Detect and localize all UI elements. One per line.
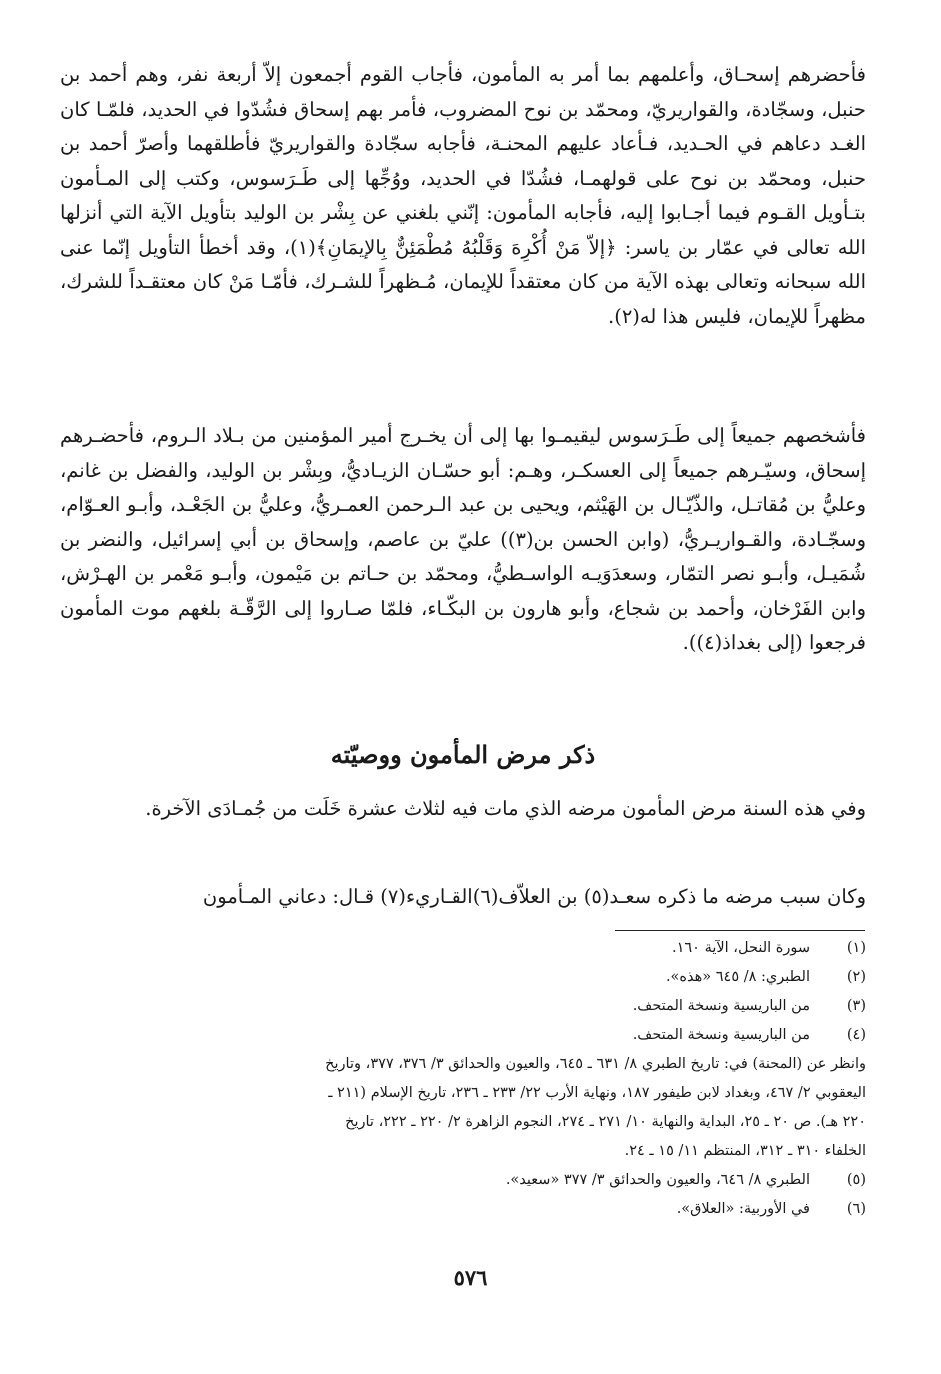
footnote-text [60, 963, 810, 992]
footnote [60, 963, 866, 992]
footnote [60, 1021, 866, 1050]
footnote-line: وانظر عن (المحنة) في: تاريخ الطبري ٨/ ٦٣١ ـ ٦٤٥، والعيون والحدائق ٣/ ٣٧٦، ٣٧٧، وتاريخ [325, 1056, 866, 1072]
footnote [60, 992, 866, 1021]
footnote-number: (٦) [846, 1201, 866, 1217]
footnote-line: ٢٢٠ هـ). ص ٢٠ ـ ٢٥، البداية والنهاية ١٠/ ٢٧١ ـ ٢٧٤، النجوم الزاهرة ٢/ ٢٢٠ ـ ٢٢٢، تاريخ [345, 1114, 866, 1130]
footnote-line: في الأوربية: «العلاق». [676, 1201, 810, 1217]
body-paragraph [60, 419, 866, 661]
footnote-continuation [60, 1050, 866, 1166]
footnote-line: الخلفاء ٣١٠ ـ ٣١٢، المنتظم ١١/ ١٥ ـ ٢٤. [624, 1143, 866, 1159]
paragraph-text: فأشخصهم جميعاً إلى طَـرَسوس ليقيمـوا بها إلى أن يخـرج أمير المؤمنين من بـلاد الـروم، فأحضـرهم إسحاق، وسيّـرهم جميعاً إلى العسكـر، وهـم: أبو حسّـان الزيـاديُّ، وبِشْر بن الوليد، والفضل بن غانم، وعليُّ بن مُقاتـل، والذّيّـال بن الهَيْثم، ويحيى بن عبد الـرحمن العمـريُّ، وعليُّ بن الجَعْـد، وأبـو العـوّام، وسجّـادة، والقـواريـريُّ، (وابن الحسن بن(٣)) عليّ بن عاصم، وإسحاق بن أبي إسرائيل، والنضر بن شُمَيـل، وأبـو نصر التمّار، وسعدَوَيـه الواسـطيُّ، ومحمّد بن حـاتم بن مَيْمون، وأبـو مَعْمر بن الهـرْش، وابن الفَرْخان، وأحمد بن شجاع، وأبو هارون بن البكّـاء، فلمّا صـاروا إلى الرَّقّـة بلغهم موت المأمون فرجعوا (إلى بغداذ(٤)). [60, 424, 867, 654]
footnote-separator [615, 930, 865, 931]
paragraph-text: فأحضرهم إسحـاق، وأعلمهم بما أمر به المأمون، فأجاب القوم أجمعون إلاّ أربعة نفر، وهم أحمد بن حنبل، وسجّادة، والقواريريّ، ومحمّد بن نوح المضروب، فأمر بهم إسحاق فشُدّوا في الحديد، فلمّـا كان الغـد دعاهم في الحـديد، فـأعاد عليهم المحنـة، فأجابه سجّادة والقواريريّ فأطلقهما وأصرّ أحمد بن حنبل، ومحمّد بن نوح على قولهمـا، فشُدّا في الحديد، ووُجِّها إلى طَـرَسوس، وكتب إلى المـأمون بتـأويل القـوم فيما أجـابوا إليه، فأجابه المأمون: إنّني بلغني عن بِشْر بن الوليد بتأويل الآية التي أنزلها الله تعالى في عمّار بن ياسر: ﴿إلاّ مَنْ أُكْرِهَ وَقَلْبُهُ مُطْمَئِنٌّ بِالإيمَانِ﴾(١)، وقد أخطأ التأويل إنّما عنى الله سبحانه وتعالى بهذه الآية من كان معتقداً للإيمان، مُـظهراً للشـرك، فأمّـا مَنْ كان معتقـداً للشرك، مظهراً للإيمان، فليس هذا له(٢). [60, 63, 866, 328]
footnote-line: اليعقوبي ٢/ ٤٦٧، وبغداد لابن طيفور ١٨٧، ونهاية الأرب ٢٢/ ٢٣٣ ـ ٢٣٦، تاريخ الإسلام (٢١١ ـ [328, 1085, 866, 1101]
section-heading: ذكر مرض المأمون ووصيّته [330, 740, 596, 769]
paragraph-text: وكان سبب مرضه ما ذكره سعـد(٥) بن العلاّف(٦)القـاريء(٧) قـال: دعاني المـأمون [202, 885, 866, 908]
footnote-number: (٥) [846, 1172, 866, 1188]
paragraph-text: وفي هذه السنة مرض المأمون مرضه الذي مات فيه لثلاث عشرة خَلَت من جُمـادَى الآخرة. [145, 797, 866, 820]
footnote-text [60, 934, 810, 963]
footnote-number: (٢) [846, 969, 866, 985]
page-number: ٥٧٦ [453, 1265, 488, 1290]
body-paragraph [60, 880, 866, 915]
footnote-number: (١) [846, 940, 866, 956]
footnote-line: من الباريسية ونسخة المتحف. [632, 998, 810, 1014]
footnote-text [60, 1021, 810, 1050]
body-paragraph [60, 792, 866, 827]
footnote-line: الطبري ٨/ ٦٤٦، والعيون والحدائق ٣/ ٣٧٧ «سعيد». [505, 1172, 810, 1188]
footnote [60, 934, 866, 963]
footnote-number: (٣) [846, 998, 866, 1014]
footnote-line: الطبري: ٨/ ٦٤٥ «هذه». [665, 969, 810, 985]
footnote-number: (٤) [846, 1027, 866, 1043]
footnote-line: سورة النحل، الآية ١٦٠. [671, 940, 810, 956]
footnotes [60, 934, 866, 1224]
footnote-text [60, 992, 810, 1021]
footnote-text [60, 1195, 810, 1224]
footnote-line: من الباريسية ونسخة المتحف. [632, 1027, 810, 1043]
footnote [60, 1166, 866, 1195]
footnote-text [60, 1050, 866, 1166]
body-paragraph [60, 58, 866, 334]
footnote-text [60, 1166, 810, 1195]
footnote [60, 1195, 866, 1224]
